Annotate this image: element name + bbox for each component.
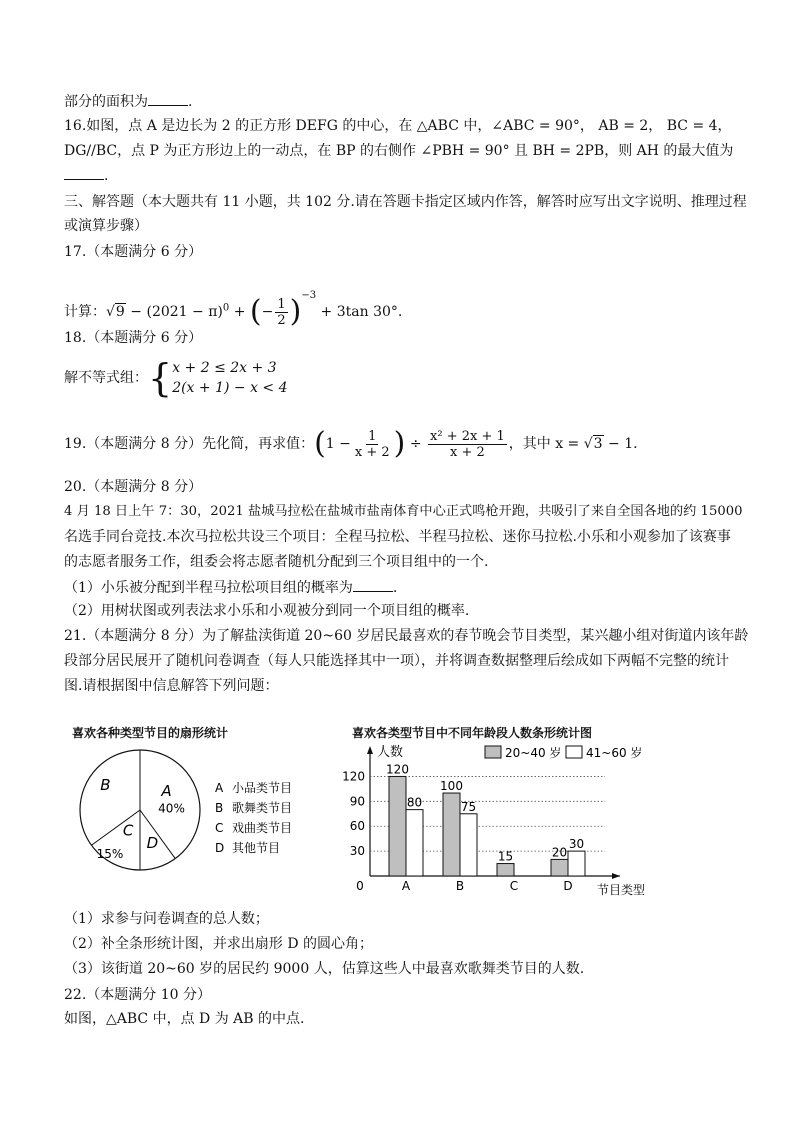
q15-tail-text: 部分的面积为 [64,94,148,110]
q22-p1: 如图，△ABC 中，点 D 为 AB 的中点. [64,1011,305,1027]
bar-value-label-C-series0: 15 [497,849,514,864]
pie-slice-label-B: B [100,776,111,794]
bar-category-label-D: D [563,879,573,893]
q20-s1-line [64,578,397,597]
bar-tick-label-120: 120 [342,769,365,784]
q21-p2: 段部分居民展开了随机问卷调查（每人只能选择其中一项），并将调查数据整理后绘成如下两幅不完整的统计 [64,653,729,669]
q16-answer-blank [64,166,104,180]
bar-value-label-D-series1: 30 [568,837,585,852]
q19-sqrt-arg: 3 [593,436,603,452]
bar-x-axis-label: 节目类型 [597,883,646,897]
q20-p3: 的志愿者服务工作，组委会将志愿者随机分配到三个项目组中的一个. [64,554,489,570]
q20-s1: （1）小乐被分配到半程马拉松项目组的概率为 [64,580,353,596]
pie-legend-key-B: B [215,801,224,815]
q17-fraction [275,297,287,328]
q19-frac2 [428,429,507,460]
pie-slice-label-A: A [161,781,172,800]
q20-s1-blank [353,578,393,592]
q17-frac-den: 2 [277,312,286,328]
bar-tick-label-90: 90 [349,794,365,809]
q17-sqrt-arg: 9 [115,304,125,320]
q18-system: 解不等式组：{ x + 2 ≤ 2x + 3 2(x + 1) − x < 4 [64,356,288,400]
section3-line1: 三、解答题（本大题共有 11 小题，共 102 分.请在答题卡指定区域内作答，解答时应写出文字说明、推理过程 [64,194,747,210]
q17-frac-num: 1 [277,296,286,312]
bar-tick-label-30: 30 [349,844,365,859]
q19-div: ÷ [405,436,427,452]
q20-p1: 4 月 18 日上午 7：30，2021 盐城马拉松在盐城市盐南体育中心正式鸣枪开跑，共吸引了来自全国各地的约 15000 [64,504,743,519]
q21-p1: 21.（本题满分 8 分）为了解盐渎街道 20~60 岁居民最喜欢的春节晚会节目类型，某兴趣小组对街道内该年龄 [64,628,749,644]
bar-category-label-A: A [401,879,411,893]
pie-legend-text-A: 小品类节目 [232,781,293,795]
bar-A-series0 [389,776,406,876]
q19-f2-num: x² + 2x + 1 [430,428,505,444]
bar-D-series0 [551,859,568,876]
q19-line: 19.（本题满分 8 分）先化简，再求值：(1 − $\frac{1}{x + 2}$ ) ÷ $\frac{\text{x² + 2x + 1}}{x + 2}$ ，其中 x = √3 − 1. [64,426,638,461]
bar-x-axis-arrow [612,873,620,879]
pie-legend-key-C: C [215,821,224,835]
q18-ineq1: x + 2 ≤ 2x + 3 [172,360,277,376]
bar-y-axis-arrow [367,746,373,754]
q19-prefix: 19.（本题满分 8 分）先化简，再求值： [64,436,315,452]
bar-B-series0 [443,793,460,876]
pie-slice-value-C: 15% [96,846,124,861]
bar-value-label-A-series0: 120 [386,762,409,777]
q18-prefix: 解不等式组： [64,370,148,386]
q19-f1-den: x + 2 [354,444,390,460]
pie-legend-key-A: A [215,781,224,795]
pie-legend-key-D: D [215,841,225,855]
bar-legend-label-0: 20~40 岁 [505,746,562,760]
q19-where: ，其中 x = [508,436,584,452]
q20-s2: （2）用树状图或列表法求小乐和小观被分到同一个项目组的概率. [64,603,470,619]
q17-paren-expr: (2021 − π) [146,304,223,320]
bar-chart-title: 喜欢各类型节目中不同年龄段人数条形统计图 [352,726,593,740]
q22-header: 22.（本题满分 10 分） [64,987,211,1003]
bar-value-label-A-series1: 80 [406,795,423,810]
q18-ineq2: 2(x + 1) − x < 4 [172,380,288,396]
q17-prefix: 计算： [64,304,106,320]
q17-minus: − [125,304,147,320]
bar-value-label-D-series0: 20 [551,845,568,860]
bar-D-series1 [568,851,585,876]
q21-s1: （1）求参与问卷调查的总人数； [64,911,269,927]
bar-legend-label-1: 41~60 岁 [586,746,643,760]
bar-category-label-C: C [509,879,519,893]
q16-answer-line: . [64,166,108,185]
pie-chart-title: 喜欢各种类型节目的扇形统计 [72,726,229,740]
bar-value-label-B-series1: 75 [460,799,477,814]
pie-legend-text-C: 戏曲类节目 [232,821,293,835]
bar-legend-swatch-1 [566,746,582,758]
bar-B-series1 [460,814,477,876]
pie-slice-label-D: D [146,834,159,853]
pie-legend-text-B: 歌舞类节目 [232,801,293,815]
pie-legend-text-D: 其他节目 [232,841,281,855]
q17-plus: + [229,304,250,320]
bar-value-label-B-series0: 100 [440,779,463,794]
q19-one-minus: 1 − [325,436,351,452]
q15-answer-blank [148,92,188,106]
pie-slice-value-A: 40% [158,801,185,816]
bar-tick-label-60: 60 [349,819,365,834]
q17-neg: − [261,304,274,320]
bar-legend-swatch-0 [485,746,501,758]
bar-origin-label: 0 [356,879,364,893]
q19-frac1 [353,429,392,460]
q17-header: 17.（本题满分 6 分） [64,244,203,260]
q19-f1-num: 1 [368,428,377,444]
q21-s3: （3）该街道 20~60 岁的居民约 9000 人，估算这些人中最喜欢歌舞类节目的人数. [64,961,585,977]
q15-tail-line: 部分的面积为 . [64,94,193,110]
bar-C-series0 [497,864,514,876]
q19-where-tail: − 1. [603,436,638,452]
q21-s2: （2）补全条形统计图，并求出扇形 D 的圆心角； [64,936,374,952]
q16-line2: DG//BC，点 P 为正方形边上的一动点，在 BP 的右侧作 ∠PBH = 90° 且 BH = 2PB，则 AH 的最大值为 [64,143,734,159]
q17-exp0: 0 [222,302,230,314]
q20-header: 20.（本题满分 8 分） [64,479,203,495]
q16-line1: 16.如图，点 A 是边长为 2 的正方形 DEFG 的中心，在 △ABC 中，∠ABC = 90°， AB = 2， BC = 4， [64,118,732,134]
q20-p2: 名选手同台竞技.本次马拉松共设三个项目：全程马拉松、半程马拉松、迷你马拉松.小乐和小观参加了该赛事 [64,529,731,545]
bar-A-series1 [406,810,423,876]
q18-inequalities [172,358,287,398]
pie-chart [70,742,320,882]
bar-category-label-B: B [455,879,465,893]
bar-y-axis-label: 人数 [377,745,404,760]
q18-header: 18.（本题满分 6 分） [64,330,203,346]
q20-s1-tail: . [392,580,398,596]
q21-p3: 图.请根据图中信息解答下列问题： [64,678,279,694]
bar-chart [335,738,675,900]
q17-tail: + 3tan 30°. [316,304,403,320]
q19-f2-den: x + 2 [450,444,485,460]
section3-line2: 或演算步骤） [64,218,148,234]
q17-exp-neg3: −3 [301,290,317,301]
q17-expression: 计算：$√9 - (2021 - \pi)^0$ + (− $\frac{1}{2}$ )$^{-3}$ + 3tan 30°. [64,290,403,329]
pie-slice-label-C: C [122,821,134,840]
